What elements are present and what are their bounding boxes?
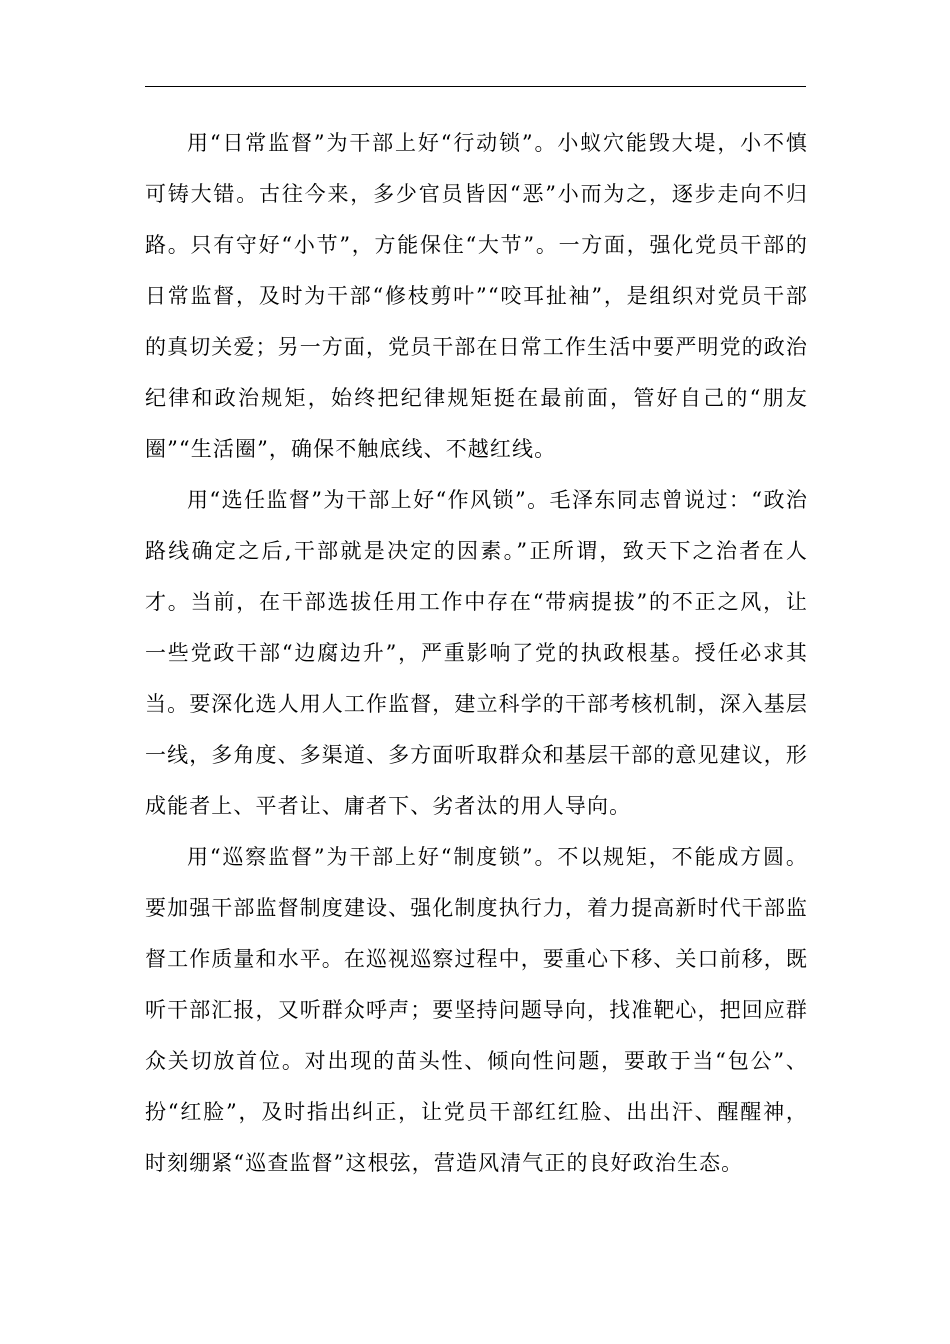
paragraph-inspection-supervision: 用“巡察监督”为干部上好“制度锁”。不以规矩，不能成方圆。要加强干部监督制度建设、强化制度执行力，着力提高新时代干部监督工作质量和水平。在巡视巡察过程中，要重心下移、关口前移，既听干部汇报，又听群众呼声；要坚持问题导向，找准靶心，把回应群众关切放首位。对出现的苗头性、倾向性问题，要敢于当“包公”、扮“红脸”，及时指出纠正，让党员干部红红脸、出出汗、醒醒神，时刻绷紧“巡查监督”这根弦，营造风清气正的良好政治生态。 <box>145 845 808 1175</box>
document-body <box>145 118 808 1189</box>
paragraph-selection-supervision: 用“选任监督”为干部上好“作风锁”。毛泽东同志曾说过：“政治路线确定之后,干部就是决定的因素。”正所谓，致天下之治者在人才。当前，在干部选拔任用工作中存在“带病提拔”的不正之风，让一些党政干部“边腐边升”，严重影响了党的执政根基。授任必求其当。要深化选人用人工作监督，建立科学的干部考核机制，深入基层一线，多角度、多渠道、多方面听取群众和基层干部的意见建议，形成能者上、平者让、庸者下、劣者汰的用人导向。 <box>145 488 808 818</box>
paragraph-daily-supervision: 用“日常监督”为干部上好“行动锁”。小蚁穴能毁大堤，小不慎可铸大错。古往今来，多少官员皆因“恶”小而为之，逐步走向不归路。只有守好“小节”，方能保住“大节”。一方面，强化党员干部的日常监督，及时为干部“修枝剪叶”“咬耳扯袖”，是组织对党员干部的真切关爱；另一方面，党员干部在日常工作生活中要严明党的政治纪律和政治规矩，始终把纪律规矩挺在最前面，管好自己的“朋友圈”“生活圈”，确保不触底线、不越红线。 <box>145 131 808 461</box>
header-rule <box>145 86 806 87</box>
